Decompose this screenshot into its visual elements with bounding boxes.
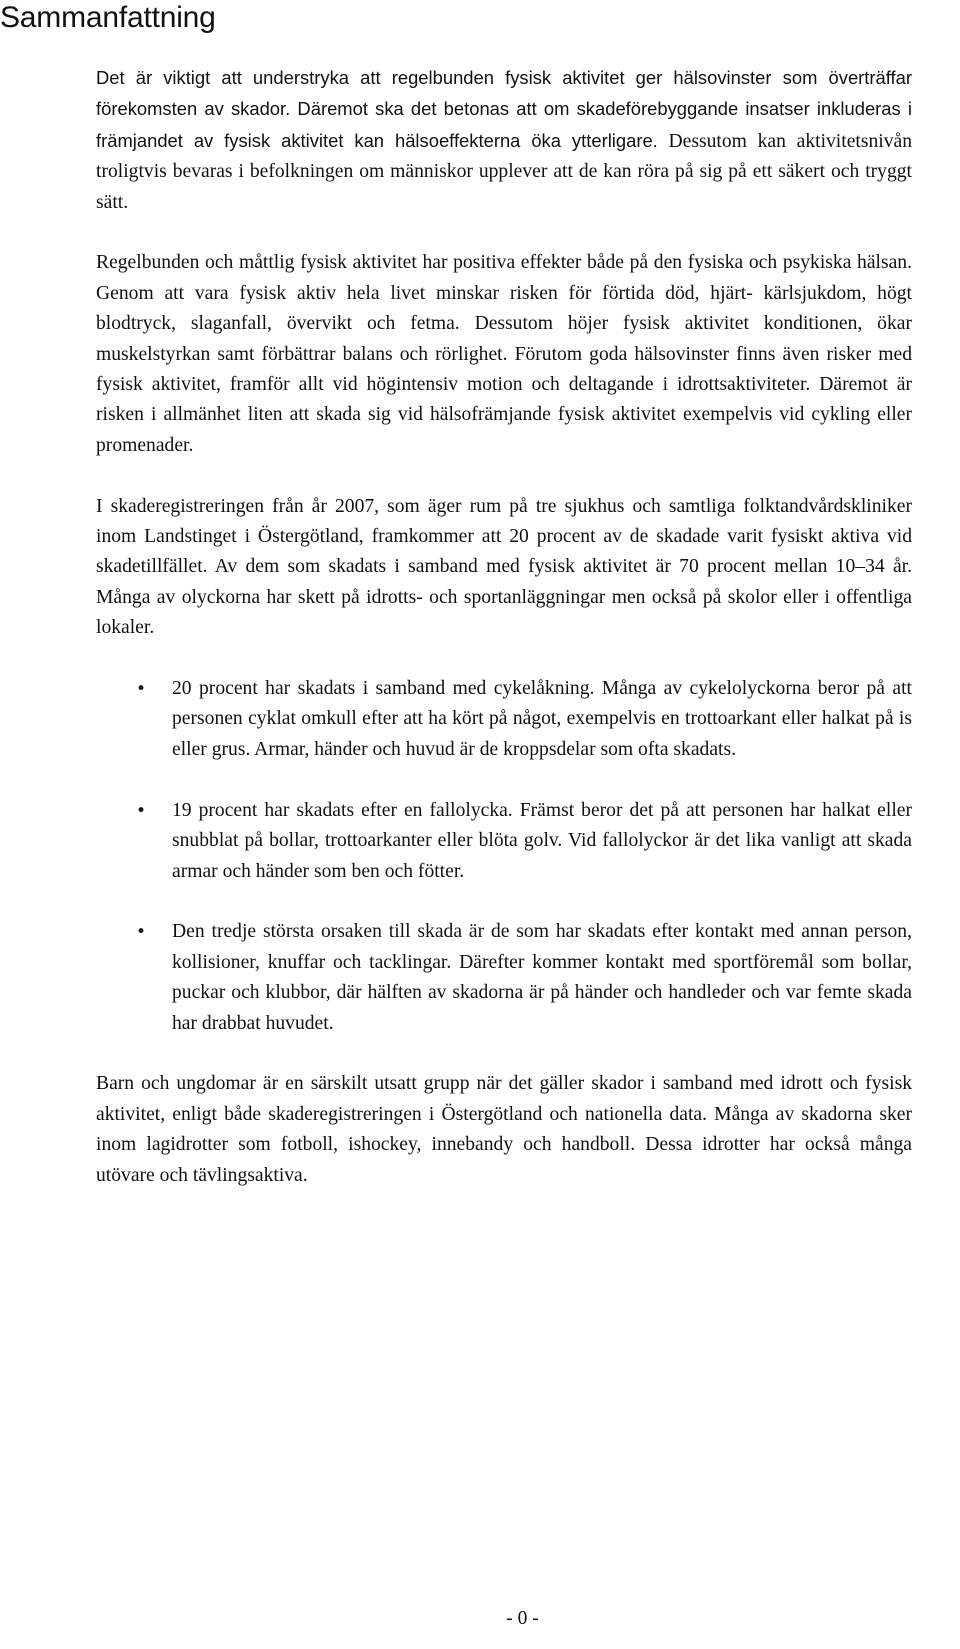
paragraph-summary-intro [96, 63, 912, 218]
paragraph-health-effects [96, 248, 912, 461]
list-item-text: 19 procent har skadats efter en fallolycka. Främst beror det på att personen har halkat eller snubblat på bollar, trottoarkanter eller blöta golv. Vid fallolyckor är det lika vanligt att skada armar och händer som ben och fötter. [172, 799, 912, 882]
list-item-text: Den tredje största orsaken till skada är de som har skadats efter kontakt med annan person, kollisioner, knuffar och tacklingar. Därefter kommer kontakt med sportföremål som bollar, puckar och klubbor, där hälften av skadorna är på händer och handleder och var femte skada har drabbat huvudet. [172, 921, 912, 1034]
paragraph-text: Det är viktigt att understryka att regelbunden fysisk aktivitet ger hälsovinster som överträffar förekomsten av skador. Däremot ska det betonas att om skadeförebyggande insatser inkluderas i främjandet av fysisk aktivitet kan hälsoeffekterna öka ytterligare. [96, 67, 912, 151]
paragraph-text: Dessutom kan aktivitetsnivån troligtvis bevaras i befolkningen om människor upplever att de kan röra på sig på ett säkert och tryggt sätt. [96, 130, 912, 213]
bullet-icon: • [136, 679, 147, 700]
section-heading: Sammanfattning [0, 1, 216, 34]
injury-cause-list [96, 674, 912, 1039]
paragraph-children-youth [96, 1069, 912, 1191]
list-item [96, 674, 912, 765]
paragraph-text: Regelbunden och måttlig fysisk aktivitet har positiva effekter både på den fysiska och psykiska hälsan. Genom att vara fysisk aktiv hela livet minskar risken för förtida död, hjärt- kärlsjukdom, högt blodtryck, slaganfall, övervikt och fetma. Dessutom höjer fysisk aktivitet konditionen, ökar muskelstyrkan samt förbättrar balans och rörlighet. Förutom goda hälsovinster finns även risker med fysisk aktivitet, framför allt vid högintensiv motion och deltagande i idrottsaktiviteter. Däremot är risken i allmänhet liten att skada sig vid hälsofrämjande fysisk aktivitet exempelvis vid cykling eller promenader. [96, 252, 912, 456]
bullet-icon: • [136, 922, 147, 943]
document-body [96, 63, 912, 1221]
paragraph-text: I skaderegistreringen från år 2007, som äger rum på tre sjukhus och samtliga folktandvårdskliniker inom Landstinget i Östergötland, framkommer att 20 procent av de skadade varit fysiskt aktiva vid skadetillfället. Av dem som skadats i samband med fysisk aktivitet är 70 procent mellan 10–34 år. Många av olyckorna har skett på idrotts- och sportanläggningar men också på skolor eller i offentliga lokaler. [96, 495, 912, 639]
list-item [96, 796, 912, 887]
bullet-icon: • [136, 800, 147, 821]
page-number: - 0 - [506, 1608, 539, 1629]
paragraph-text: Barn och ungdomar är en särskilt utsatt grupp när det gäller skador i samband med idrott och fysisk aktivitet, enligt både skaderegistreringen i Östergötland och nationella data. Många av skadorna sker inom lagidrotter som fotboll, ishockey, innebandy och handboll. Dessa idrotter har också många utövare och tävlingsaktiva. [96, 1073, 912, 1186]
paragraph-injury-registration [96, 492, 912, 644]
list-item-text: 20 procent har skadats i samband med cykelåkning. Många av cykelolyckorna beror på att personen cyklat omkull efter att ha kört på något, exempelvis en trottoarkant eller halkat på is eller grus. Armar, händer och huvud är de kroppsdelar som ofta skadats. [172, 678, 912, 760]
list-item [96, 917, 912, 1039]
